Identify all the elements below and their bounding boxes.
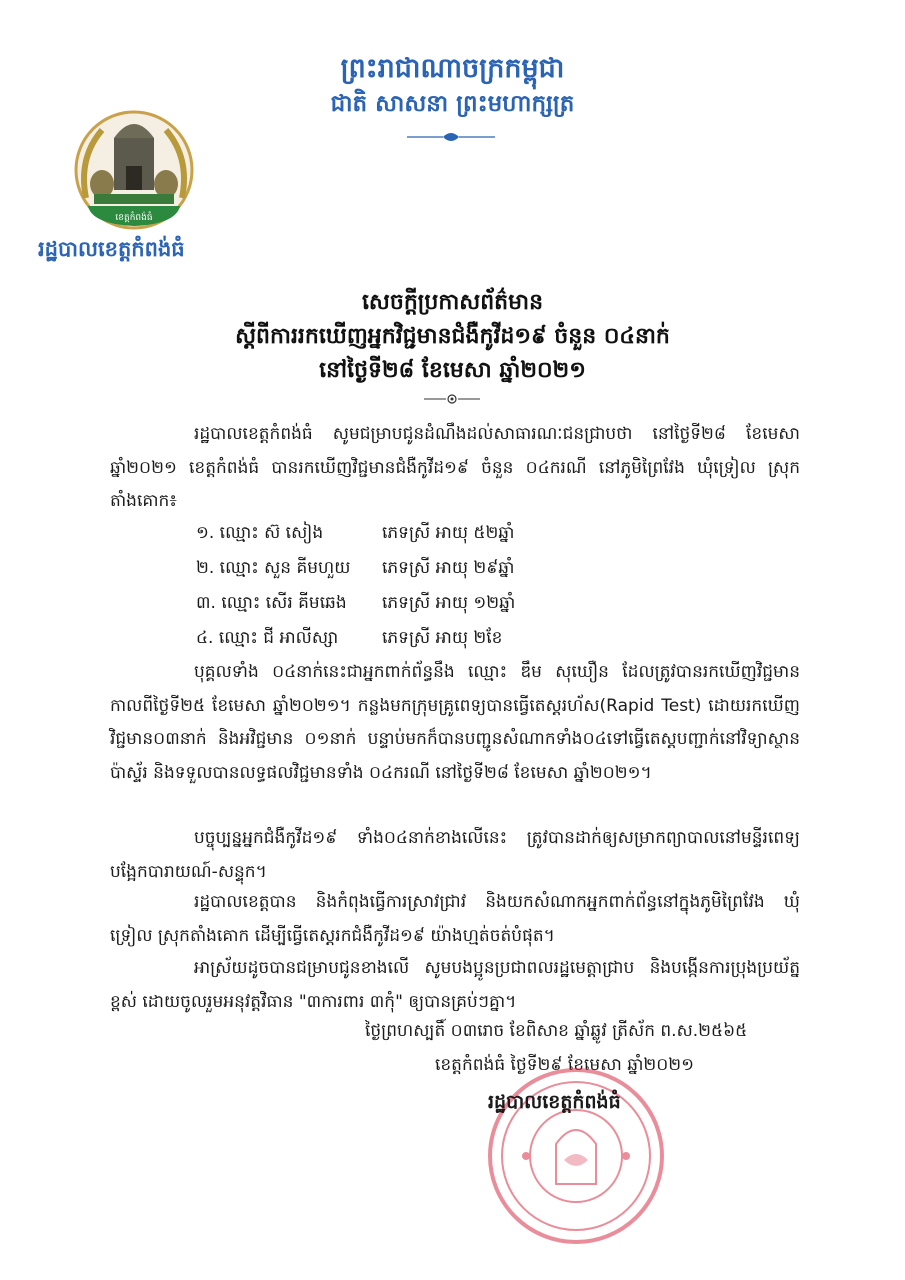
ornament-divider-icon bbox=[405, 130, 497, 144]
kingdom-heading: ព្រះរាជាណាចក្រកម្ពុជា bbox=[340, 53, 565, 84]
list-item bbox=[196, 621, 616, 656]
paragraph-text: បុគ្គលទាំង ០៤នាក់នេះជាអ្នកពាក់ព័ន្ធនឹង ឈ្មោះ ឌឹម សុឃឿន ដែលត្រូវបានរកឃើញវិជ្ជមានកាលពីថ្ងៃទី២៥ ខែមេសា ឆ្នាំ២០២១។ កន្លងមកក្រុមគ្រូពេទ្យបានធ្វើតេស្តរហ័ស(Rapid Test) ដោយរកឃើញវិជ្ជមាន០៣នាក់ និងអវិជ្ជមាន ០១នាក់ បន្ទាប់មកក៏បានបញ្ជូនសំណាកទាំង០៤ទៅធ្វើតេស្តបញ្ជាក់នៅវិទ្យាស្ថានប៉ាស្ទ័រ និងទទួលបានលទ្ធផលវិជ្ជមានទាំង ០៤ករណី នៅថ្ងៃទី២៨ ខែមេសា ឆ្នាំ២០២១។ bbox=[110, 662, 800, 783]
lunar-date: ថ្ងៃព្រហស្បតិ៍ ០៣រោច ខែពិសាខ ឆ្នាំឆ្លូវ ត្រីស័ក ព.ស.២៥៦៥ bbox=[365, 1021, 748, 1041]
paragraph-text: អាស្រ័យដូចបានជម្រាបជូនខាងលើ សូមបងប្អូនប្រជាពលរដ្ឋមេត្តាជ្រាប និងបង្កើនការប្រុងប្រយ័ត្នខ្ពស់ ដោយចូលរួមអនុវត្តវិធាន "៣ការពារ ៣កុំ" ឲ្យបានគ្រប់ៗគ្នា។ bbox=[110, 958, 800, 1012]
case-info: ភេទស្រី អាយុ ១២ឆ្នាំ bbox=[382, 593, 516, 613]
title-ornament-icon bbox=[420, 392, 484, 406]
case-info: ភេទស្រី អាយុ ៥២ឆ្នាំ bbox=[382, 523, 515, 543]
paragraph-announcement bbox=[110, 418, 800, 519]
paragraph-text: បច្ចុប្បន្នអ្នកជំងឺកូវីដ១៩ ទាំង០៤នាក់ខាងលើនេះ ត្រូវបានដាក់ឲ្យសម្រាកព្យាបាលនៅមន្ទីរពេទ្យបង្អែកបារាយណ៍-សន្ទុក។ bbox=[110, 828, 800, 882]
case-list bbox=[196, 516, 616, 656]
signer-name: រដ្ឋបាលខេត្តកំពង់ធំ bbox=[488, 1091, 621, 1113]
issue-date: ខេត្តកំពង់ធំ ថ្ងៃទី២៩ ខែមេសា ឆ្នាំ២០២១ bbox=[435, 1055, 695, 1075]
paragraph-investigation bbox=[110, 886, 800, 953]
paragraph-contact-tracing bbox=[110, 656, 800, 790]
paragraph-text: រដ្ឋបាលខេត្តបាន និងកំពុងធ្វើការស្រាវជ្រាវ និងយកសំណាកអ្នកពាក់ព័ន្ធនៅក្នុងភូមិព្រៃវែង ឃុំទ្រៀល ស្រុកតាំងគោក ដើម្បីធ្វើតេស្តរកជំងឺកូវីដ១៩ យ៉ាងហ្មត់ចត់បំផុត។ bbox=[110, 892, 800, 946]
list-item bbox=[196, 586, 616, 621]
title-line-2: ស្តីពីការរកឃើញអ្នកវិជ្ជមានជំងឺកូវីដ១៩ ចំនួន ០៤នាក់ bbox=[235, 324, 670, 349]
list-item bbox=[196, 551, 616, 586]
case-name: ១. ឈ្មោះ ស៊ សៀង bbox=[196, 523, 324, 543]
list-item bbox=[196, 516, 616, 551]
title-line-1: សេចក្តីប្រកាសព័ត៌មាន bbox=[361, 290, 544, 315]
paragraph-text: រដ្ឋបាលខេត្តកំពង់ធំ សូមជម្រាបជូនដំណឹងដល់សាធារណៈជនជ្រាបថា នៅថ្ងៃទី២៨ ខែមេសា ឆ្នាំ២០២១ ខេត្តកំពង់ធំ បានរកឃើញវិជ្ជមានជំងឺកូវីដ១៩ ចំនួន ០៤ករណី នៅភូមិព្រៃវែង ឃុំទ្រៀល ស្រុកតាំងគោក៖ bbox=[110, 424, 800, 511]
case-name: ២. ឈ្មោះ សួន គីមហួយ bbox=[196, 558, 351, 578]
case-name: ៤. ឈ្មោះ ជី អាលីស្សា bbox=[196, 628, 339, 648]
case-info: ភេទស្រី អាយុ ២ខែ bbox=[382, 628, 503, 648]
title-line-3: នៅថ្ងៃទី២៨ ខែមេសា ឆ្នាំ២០២១ bbox=[319, 358, 586, 383]
administration-name: រដ្ឋបាលខេត្តកំពង់ធំ bbox=[38, 237, 185, 261]
paragraph-treatment bbox=[110, 822, 800, 889]
case-info: ភេទស្រី អាយុ ២៩ឆ្នាំ bbox=[382, 558, 515, 578]
motto-heading: ជាតិ សាសនា ព្រះមហាក្សត្រ bbox=[330, 91, 575, 117]
logo-label: ខេត្តកំពង់ធំ bbox=[115, 213, 153, 223]
case-name: ៣. ឈ្មោះ សើរ គីមឆេង bbox=[196, 593, 347, 613]
province-logo-icon bbox=[72, 108, 196, 232]
paragraph-advice bbox=[110, 952, 800, 1019]
